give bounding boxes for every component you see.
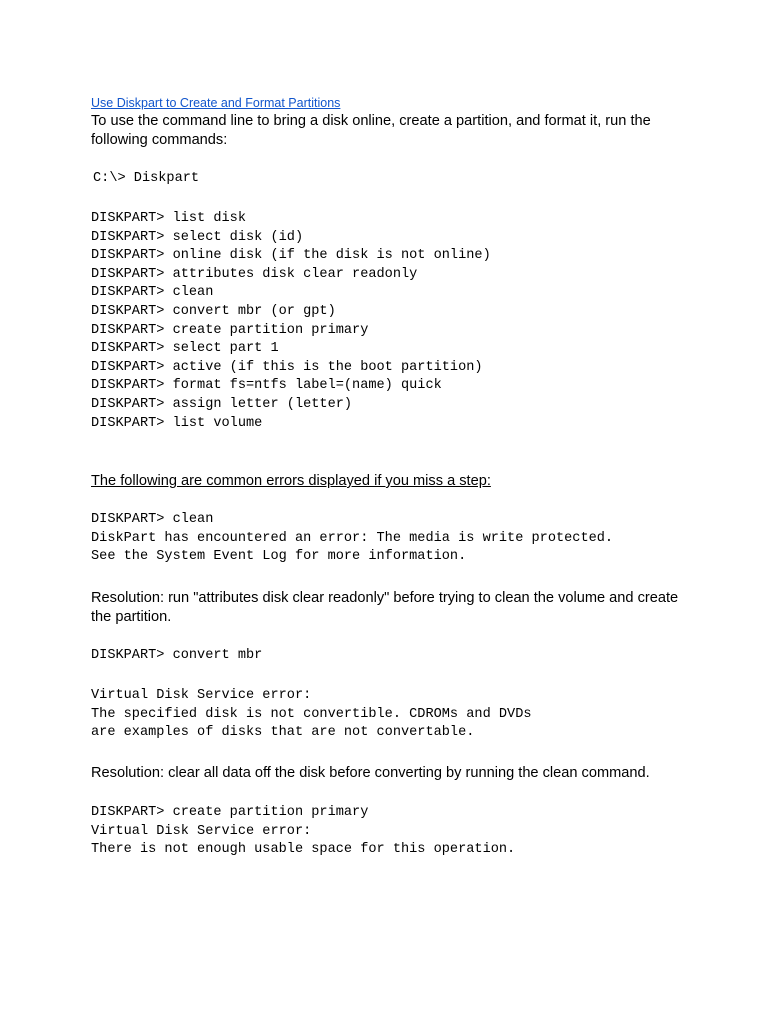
command-line: DISKPART> attributes disk clear readonly <box>91 266 418 282</box>
command-line: DISKPART> create partition primary <box>91 322 369 338</box>
prompt-command: C:\> Diskpart <box>93 171 200 186</box>
intro-paragraph: To use the command line to bring a disk online, create a partition, and format it, run the following commands: <box>91 113 651 148</box>
error-command-convert: DISKPART> convert mbr <box>91 648 263 663</box>
error-block-create-partition <box>91 804 515 860</box>
command-line: DISKPART> convert mbr (or gpt) <box>91 303 336 319</box>
resolution-clean: Resolution: clear all data off the disk before converting by running the clean command. <box>91 765 650 781</box>
command-line: DISKPART> list volume <box>91 415 263 431</box>
error-line: DISKPART> create partition primary <box>91 805 369 820</box>
command-line: DISKPART> format fs=ntfs label=(name) quick <box>91 378 442 394</box>
error-line: The specified disk is not convertible. CDROMs and DVDs <box>91 706 532 722</box>
error-line: Virtual Disk Service error: <box>91 823 312 839</box>
command-line: DISKPART> online disk (if the disk is not online) <box>91 248 491 264</box>
command-line: DISKPART> assign letter (letter) <box>91 396 353 412</box>
error-line: DiskPart has encountered an error: The media is write protected. <box>91 530 614 546</box>
command-line: DISKPART> list disk <box>91 211 246 226</box>
resolution-readonly: Resolution: run "attributes disk clear readonly" before trying to clean the volume and create the partition. <box>91 590 679 625</box>
command-line: DISKPART> select disk (id) <box>91 229 304 245</box>
command-line: DISKPART> clean <box>91 285 214 301</box>
error-line: are examples of disks that are not convertable. <box>91 725 475 741</box>
error-line: There is not enough usable space for this operation. <box>91 842 516 858</box>
error-block-convert <box>91 687 532 743</box>
error-line: DISKPART> clean <box>91 512 214 527</box>
error-block-clean <box>91 511 613 567</box>
errors-heading: The following are common errors displayed if you miss a step: <box>91 473 491 489</box>
command-line: DISKPART> active (if this is the boot partition) <box>91 359 483 375</box>
error-line: Virtual Disk Service error: <box>91 688 312 703</box>
command-line: DISKPART> select part 1 <box>91 341 279 357</box>
title-link[interactable]: Use Diskpart to Create and Format Partitions <box>91 96 341 110</box>
error-line: See the System Event Log for more information. <box>91 549 467 565</box>
diskpart-command-list <box>91 210 491 433</box>
